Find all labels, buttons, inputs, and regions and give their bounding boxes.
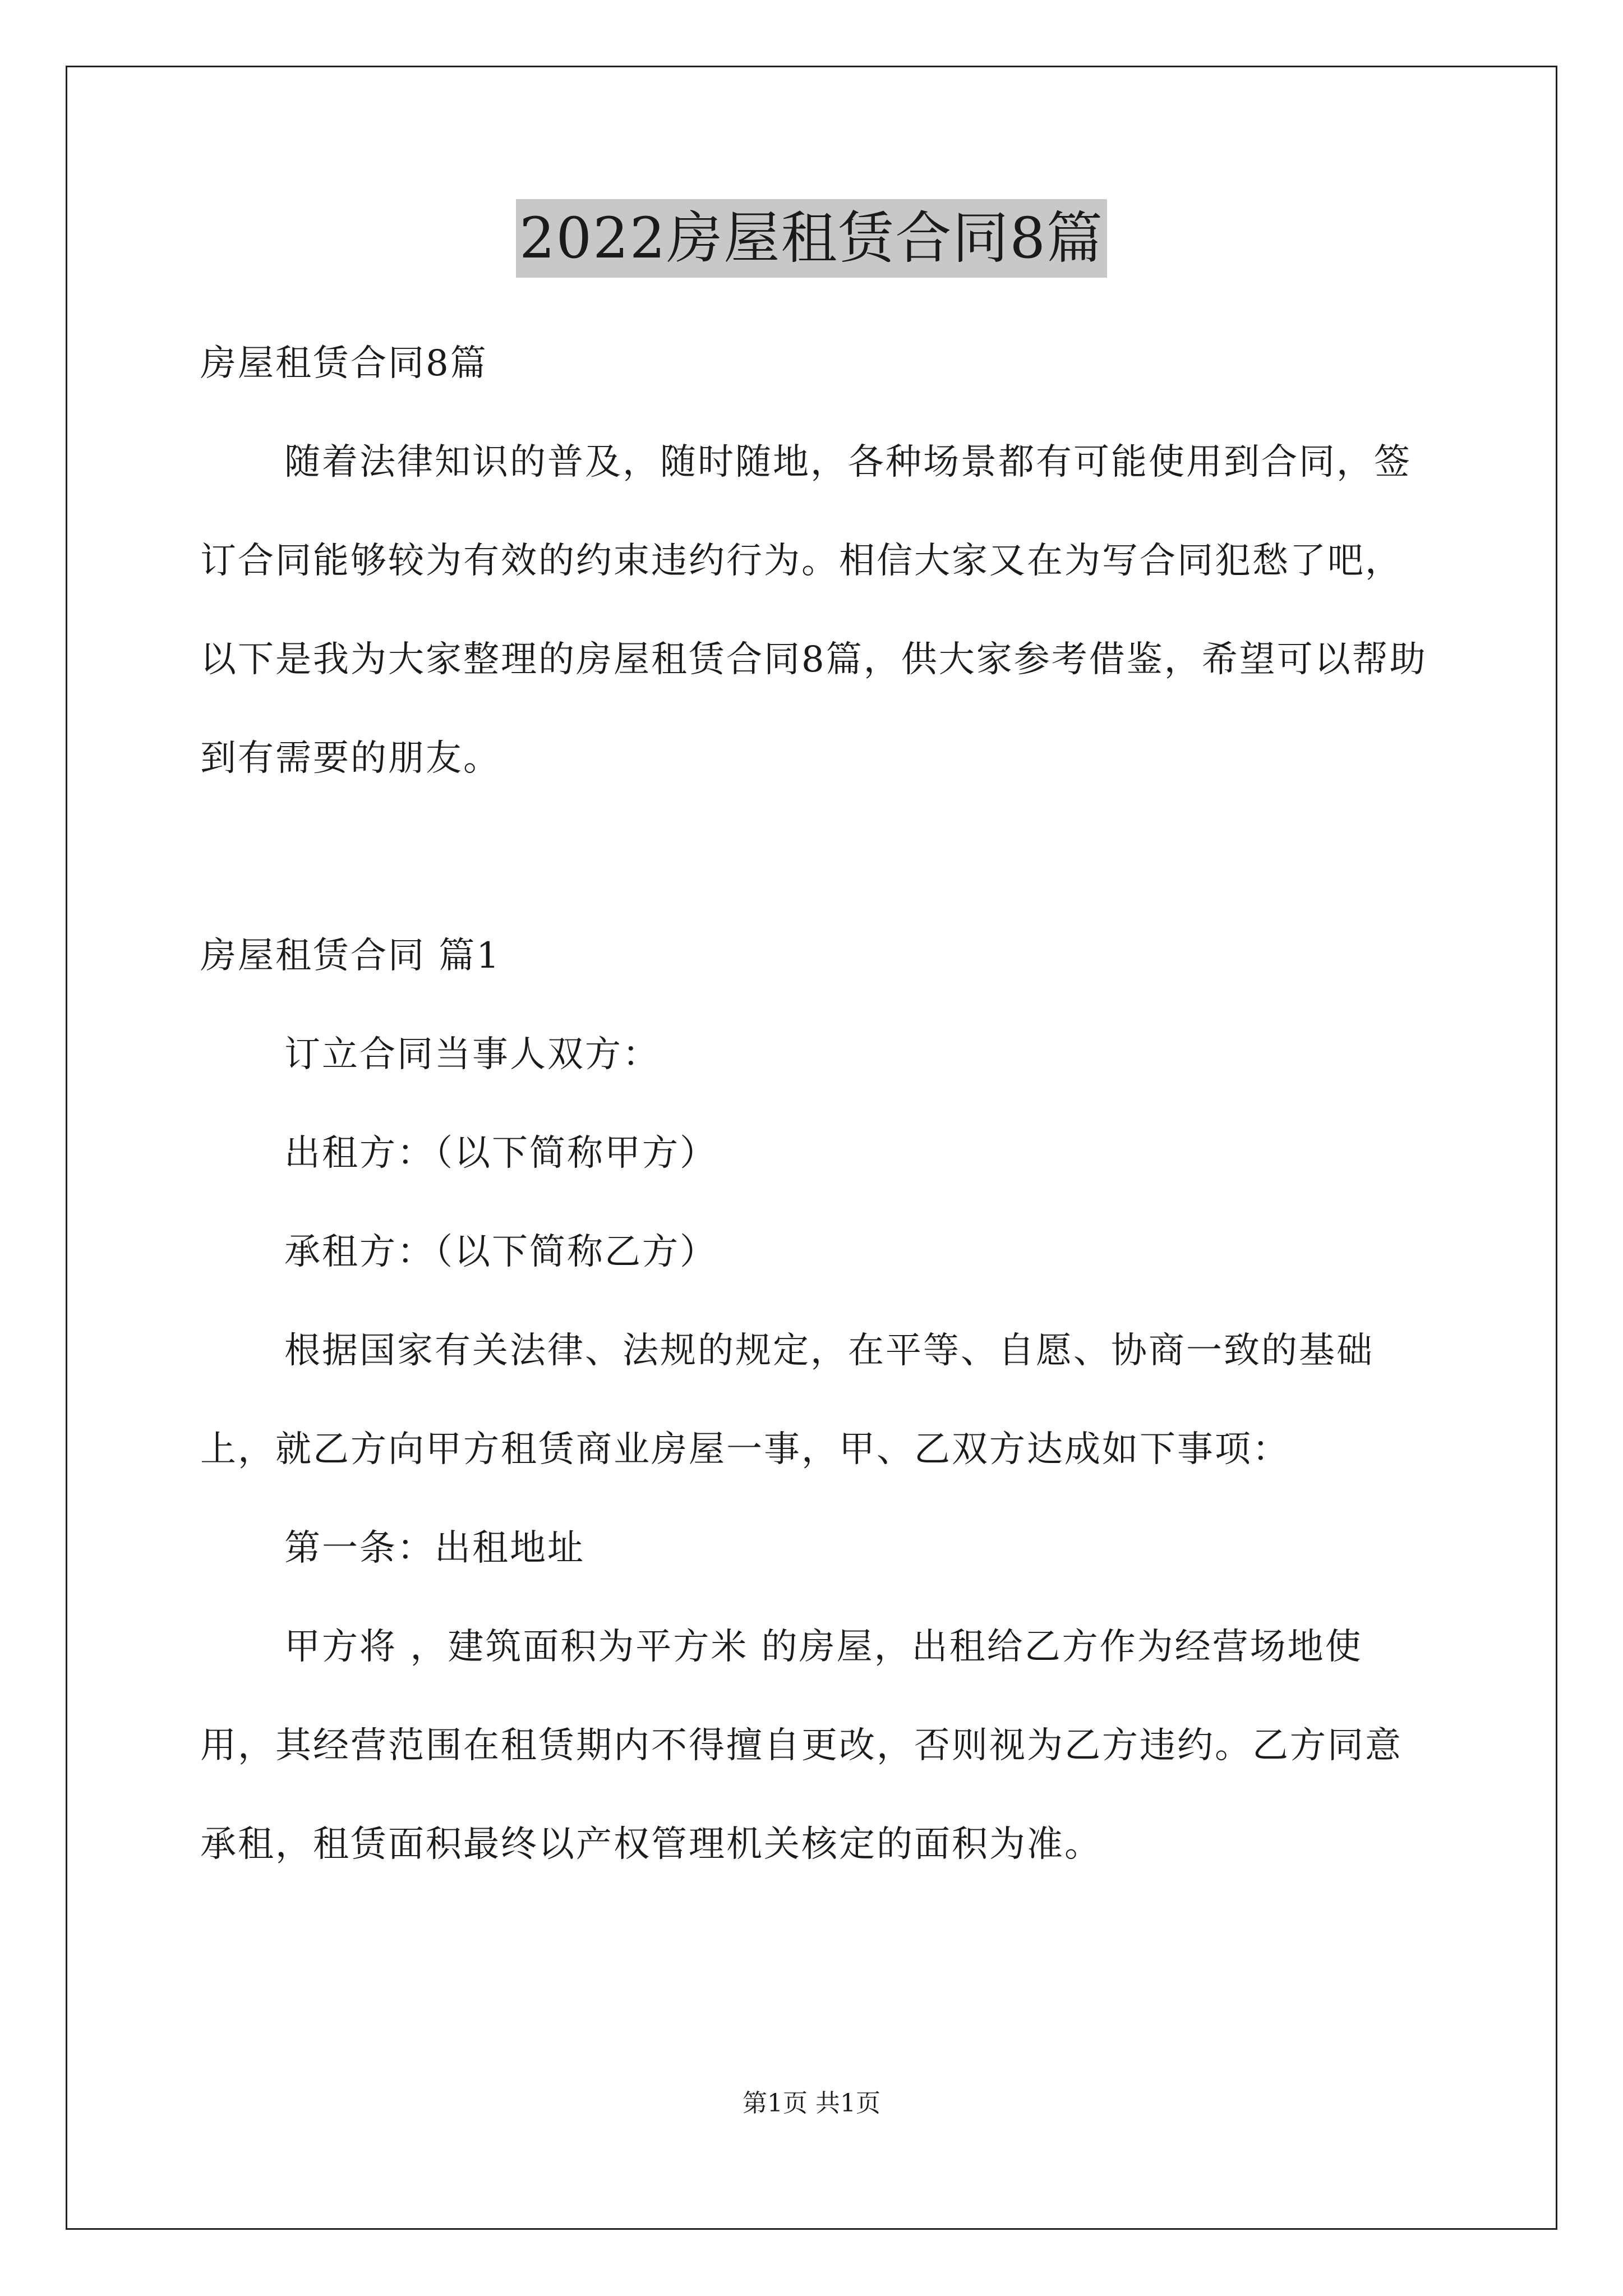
title-block	[0, 199, 1623, 278]
lessee-line: 承租方：（以下简称乙方）	[284, 1231, 717, 1273]
document-subtitle: 房屋租赁合同8篇	[200, 343, 488, 384]
page-number: 第1页 共1页	[743, 2089, 880, 2118]
section-heading: 房屋租赁合同 篇1	[200, 935, 501, 977]
article-one-paragraph: 甲方将 ，建筑面积为平方米 的房屋，出租给乙方作为经营场地使用，其经营范围在租赁期内不得擅自更改，否则视为乙方违约。乙方同意承租，租赁面积最终以产权管理机关核定的面积为准。	[200, 1626, 1403, 1865]
section-spacer	[200, 808, 1434, 907]
parties-line: 订立合同当事人双方：	[284, 1034, 660, 1075]
lessor-line: 出租方：（以下简称甲方）	[284, 1133, 717, 1174]
document-title: 2022房屋租赁合同8篇	[516, 199, 1107, 278]
document-body	[200, 314, 1434, 1894]
article-one-heading: 第一条：出租地址	[284, 1527, 585, 1569]
basis-paragraph: 根据国家有关法律、法规的规定，在平等、自愿、协商一致的基础上，就乙方向甲方租赁商业房屋一事，甲、乙双方达成如下事项：	[200, 1330, 1374, 1470]
intro-paragraph: 随着法律知识的普及，随时随地，各种场景都有可能使用到合同，签订合同能够较为有效的约束违约行为。相信大家又在为写合同犯愁了吧，以下是我为大家整理的房屋租赁合同8篇，供大家参考借鉴，希望可以帮助到有需要的朋友。	[200, 441, 1427, 779]
